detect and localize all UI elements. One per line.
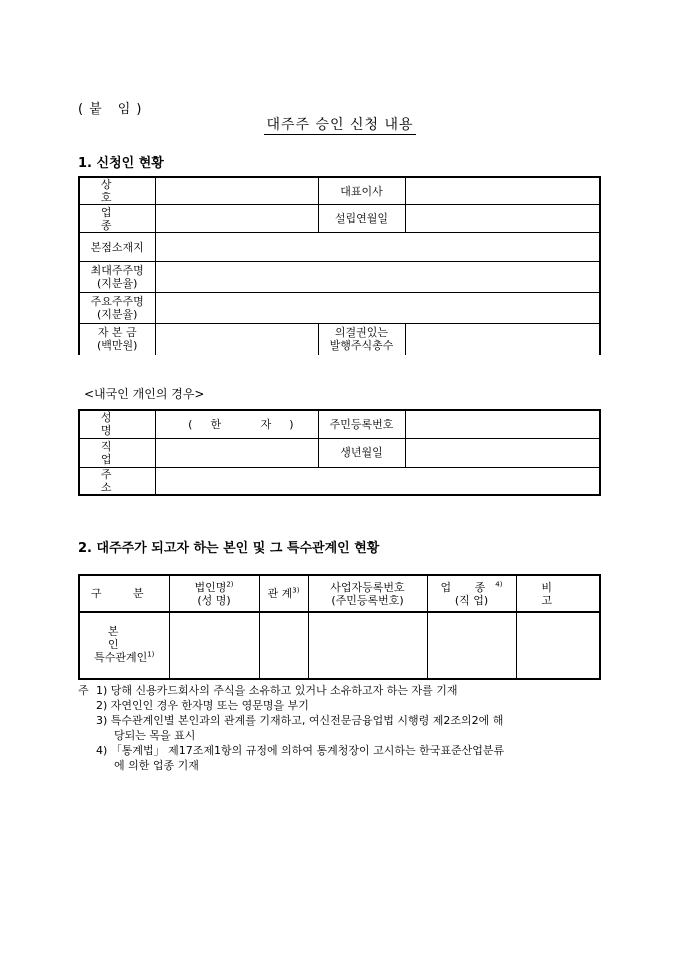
individual-name-value[interactable]	[155, 410, 318, 438]
hanja-label: (한 자)	[188, 417, 312, 431]
largest-holder-label-line1: 최대주주명	[90, 264, 144, 277]
domestic-individual-caption: <내국인 개인의 경우>	[84, 387, 205, 401]
individual-name-label: 성 명	[79, 410, 155, 438]
biz-no-header-line2: (주민등록번호)	[331, 593, 404, 607]
industry-header	[427, 575, 516, 612]
capital-label-line2: (백만원)	[97, 339, 138, 353]
voting-shares-label-line2: 발행주식총수	[329, 339, 394, 353]
section2-title: 2. 대주주가 되고자 하는 본인 및 그 특수관계인 현황	[78, 541, 380, 556]
major-shareholder-table	[78, 574, 601, 680]
corp-name-footnote-ref: 2)	[226, 579, 234, 588]
applicant-status-table	[78, 176, 601, 355]
corp-name-header-text: 법인명	[194, 580, 227, 594]
largest-holder-label	[79, 262, 155, 293]
largest-holder-label-line2: (지분율)	[97, 277, 138, 290]
capital-value[interactable]	[155, 324, 318, 355]
biz-no-header	[308, 575, 427, 612]
resident-no-value[interactable]	[405, 410, 600, 438]
industry-header-line2: (직 업)	[454, 593, 489, 607]
established-label: 설립연월일	[318, 205, 405, 233]
footnote-4: 4) 「통계법」 제17조제1항의 규정에 의하여 통계청장이 고시하는 한국표준산업분류	[96, 744, 505, 757]
major-holder-label-line2: (지분율)	[97, 308, 138, 321]
industry-header-line1	[428, 581, 516, 594]
relation-cell[interactable]	[259, 612, 308, 679]
biz-no-header-line1: 사업자등록번호	[330, 580, 405, 594]
trade-name-label: 상 호	[79, 177, 155, 205]
industry-cell[interactable]	[427, 612, 516, 679]
document-title	[0, 114, 680, 134]
voting-shares-label-line1: 의결권있는	[334, 326, 389, 340]
corp-name-header	[169, 575, 259, 612]
related-party-label-text: 특수관계인	[94, 651, 148, 664]
birth-date-label: 생년월일	[318, 438, 405, 467]
remarks-cell[interactable]	[516, 612, 600, 679]
category-header: 구 분	[79, 575, 169, 612]
voting-shares-label	[318, 324, 405, 355]
ceo-value[interactable]	[405, 177, 600, 205]
industry-label: 업 종	[79, 205, 155, 233]
relation-header-text: 관 계	[267, 587, 293, 600]
major-holder-label	[79, 293, 155, 324]
address-value[interactable]	[155, 467, 600, 495]
address-label: 주 소	[79, 467, 155, 495]
major-holder-value[interactable]	[155, 293, 600, 324]
self-related-label	[79, 612, 169, 679]
industry-header-text: 업 종	[440, 580, 496, 594]
hq-address-label: 본점소재지	[79, 233, 155, 262]
trade-name-value[interactable]	[155, 177, 318, 205]
ceo-label: 대표이사	[318, 177, 405, 205]
relation-footnote-ref: 3)	[292, 586, 300, 595]
footnote-prefix: 주	[78, 684, 89, 697]
footnote-4-cont: 에 의한 업종 기재	[114, 759, 199, 772]
footnote-1	[78, 683, 504, 698]
document-title-text: 대주주 승인 신청 내용	[266, 117, 414, 133]
relation-header	[259, 575, 308, 612]
section1-title: 1. 신청인 현황	[78, 156, 164, 171]
footnote-1-text: 1) 당해 신용카드회사의 주식을 소유하고 있거나 소유하고자 하는 자를 기재	[96, 684, 458, 697]
attachment-label: (붙 임)	[78, 102, 148, 117]
established-value[interactable]	[405, 205, 600, 233]
birth-date-value[interactable]	[405, 438, 600, 467]
occupation-label: 직 업	[79, 438, 155, 467]
self-label: 본 인	[107, 625, 141, 651]
hq-address-value[interactable]	[155, 233, 600, 262]
capital-label	[79, 324, 155, 355]
corp-name-header-line1	[170, 581, 259, 594]
voting-shares-value[interactable]	[405, 324, 600, 355]
footnote-2: 2) 자연인인 경우 한자명 또는 영문명을 부기	[96, 699, 309, 712]
footnote-3-cont: 당되는 목을 표시	[114, 729, 196, 742]
biz-no-cell[interactable]	[308, 612, 427, 679]
footnote-3: 3) 특수관계인별 본인과의 관계를 기재하고, 여신전문금융업법 시행령 제2조의2에 해	[96, 714, 504, 727]
related-party-label	[80, 651, 169, 664]
related-party-footnote-ref: 1)	[147, 650, 155, 659]
remarks-header: 비 고	[516, 575, 600, 612]
major-holder-label-line1: 주요주주명	[90, 295, 144, 308]
capital-label-line1: 자 본 금	[97, 326, 137, 340]
industry-value[interactable]	[155, 205, 318, 233]
footnotes	[78, 683, 504, 773]
occupation-value[interactable]	[155, 438, 318, 467]
industry-footnote-ref: 4)	[495, 579, 503, 588]
resident-no-label: 주민등록번호	[318, 410, 405, 438]
domestic-individual-table	[78, 409, 601, 496]
largest-holder-value[interactable]	[155, 262, 600, 293]
corp-name-header-line2: (성 명)	[197, 593, 231, 607]
corp-name-cell[interactable]	[169, 612, 259, 679]
